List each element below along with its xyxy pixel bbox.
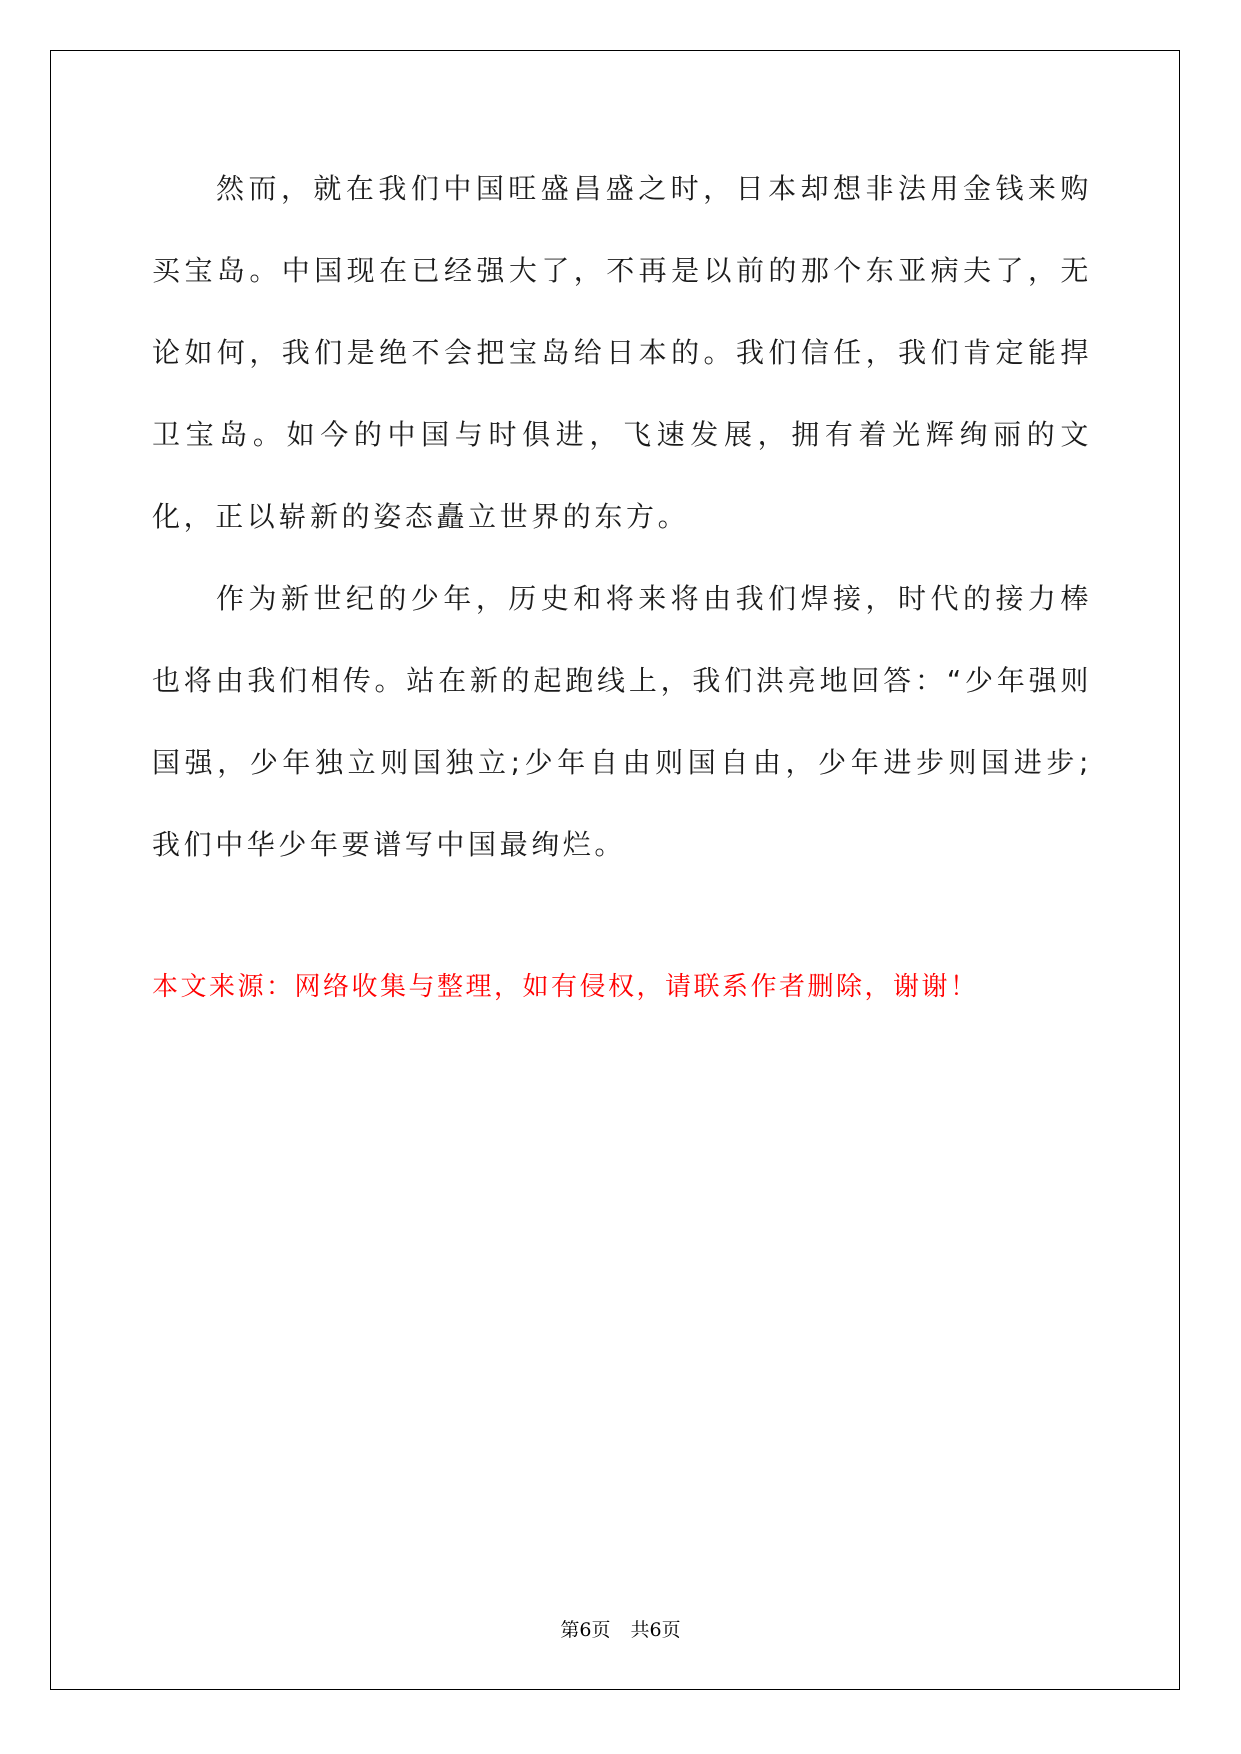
total-page-count: 共6页 <box>630 1619 681 1641</box>
current-page-number: 第6页 <box>560 1619 611 1641</box>
paragraph: 作为新世纪的少年，历史和将来将由我们焊接，时代的接力棒也将由我们相传。站在新的起跑线上，我们洪亮地回答：“少年强则国强，少年独立则国独立;少年自由则国自由，少年进步则国进步;我们中华少年要谱写中国最绚烂。 <box>152 582 1092 861</box>
document-body <box>152 148 1092 886</box>
paragraph: 然而，就在我们中国旺盛昌盛之时，日本却想非法用金钱来购买宝岛。中国现在已经强大了，不再是以前的那个东亚病夫了，无论如何，我们是绝不会把宝岛给日本的。我们信任，我们肯定能捍卫宝岛。如今的中国与时俱进，飞速发展，拥有着光辉绚丽的文化，正以崭新的姿态矗立世界的东方。 <box>152 172 1092 533</box>
page-footer <box>0 1617 1241 1643</box>
source-note: 本文来源：网络收集与整理，如有侵权，请联系作者删除，谢谢！ <box>152 972 979 1002</box>
